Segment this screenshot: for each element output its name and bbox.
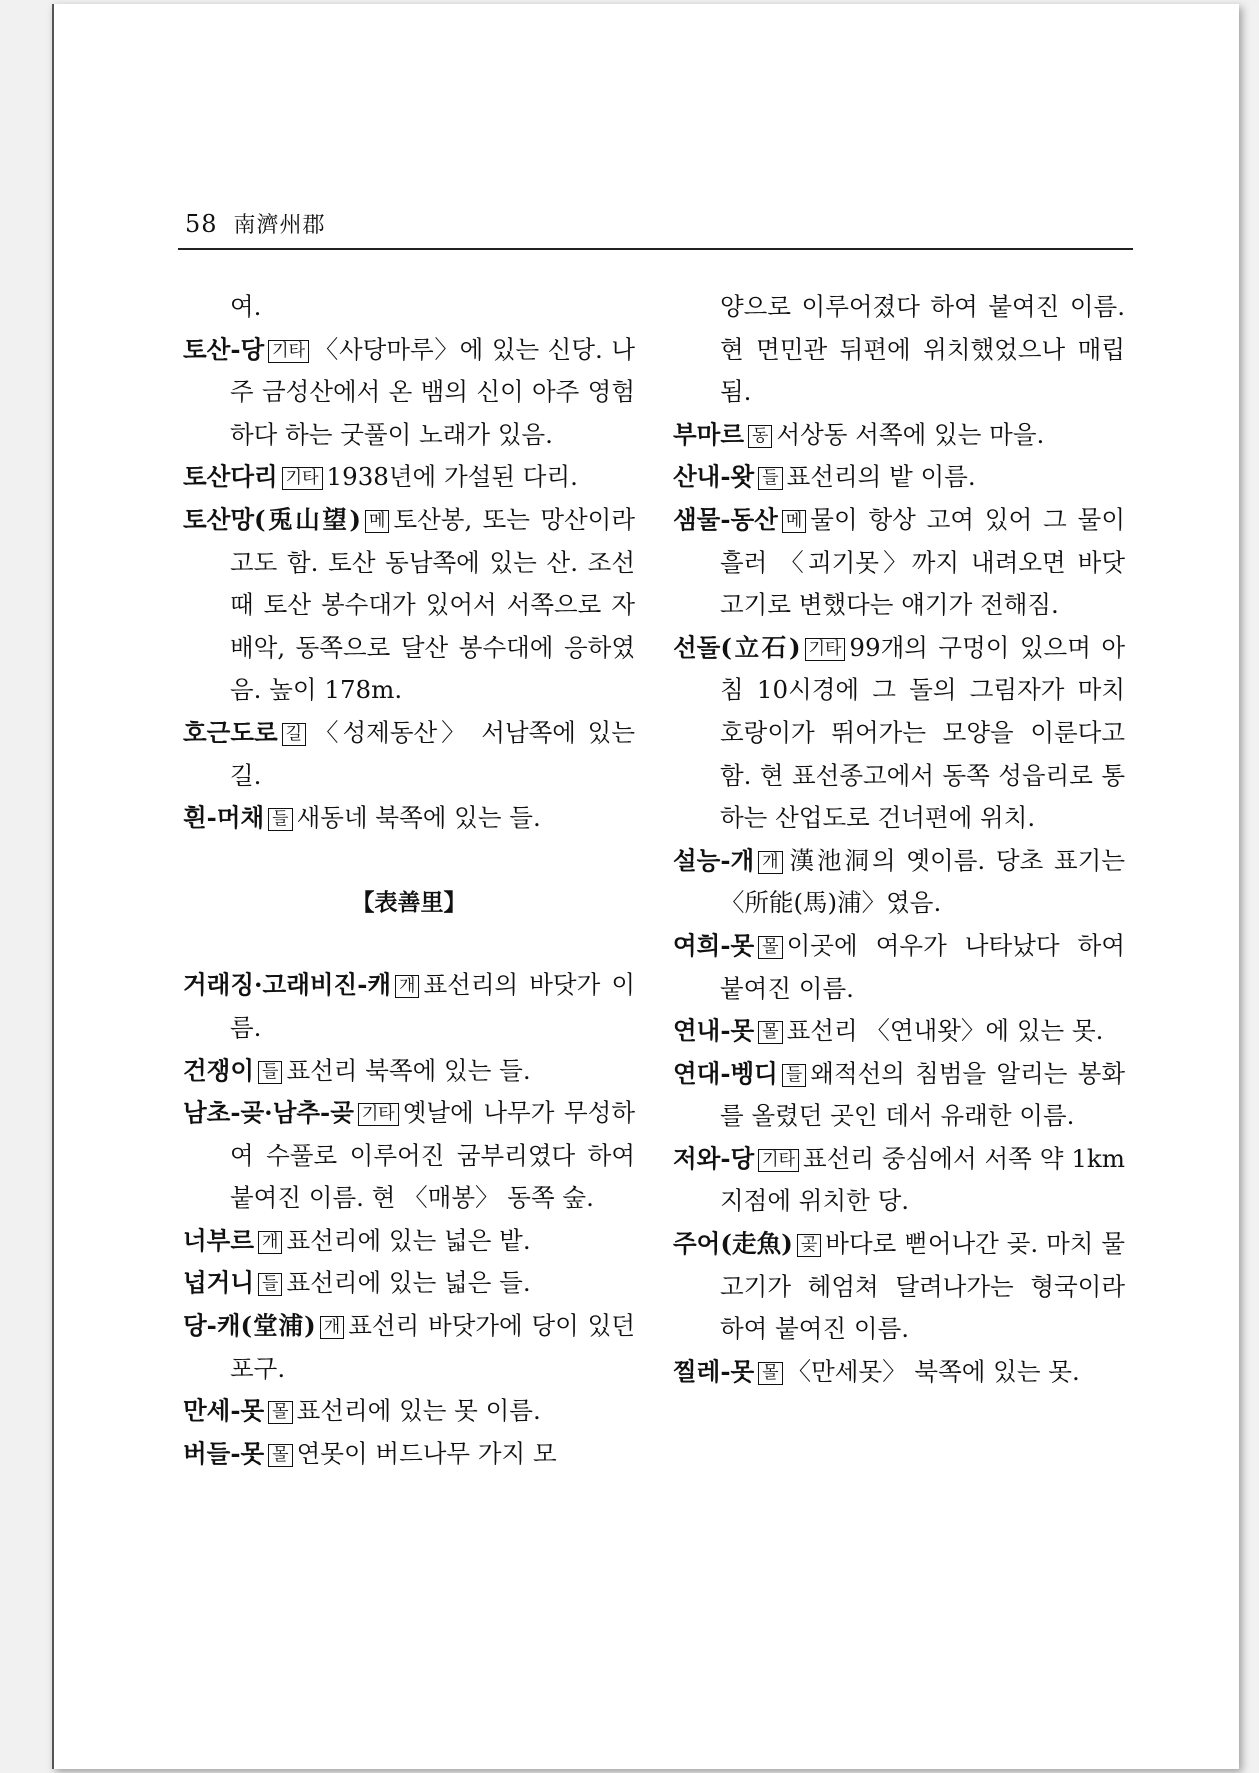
glossary-entry	[183, 964, 635, 1049]
entry-term: 찔레-못	[673, 1356, 755, 1386]
glossary-entry	[183, 1220, 635, 1263]
entry-term: 여희-못	[673, 930, 755, 960]
category-tag: 길	[282, 723, 306, 746]
entry-text: 표선리의 밭 이름.	[786, 462, 976, 492]
entry-text: 〈성제동산〉 서남쪽에 있는 길.	[230, 717, 635, 790]
glossary-entry	[673, 1351, 1125, 1394]
glossary-entry	[183, 1050, 635, 1093]
entry-term: 건쟁이	[183, 1055, 255, 1085]
category-tag: 개	[758, 851, 782, 874]
glossary-entry	[183, 1092, 635, 1220]
running-header	[185, 208, 326, 239]
right-column	[673, 286, 1125, 1393]
category-tag: 기타	[282, 467, 323, 490]
entry-text: 물이 항상 고여 있어 그 물이 흘러 〈괴기못〉까지 내려오면 바닷 고기로 변했다는 얘기가 전해짐.	[720, 504, 1125, 620]
entry-text: 서상동 서쪽에 있는 마을.	[776, 419, 1045, 449]
glossary-entry	[183, 499, 635, 712]
category-tag: 들	[258, 1273, 282, 1296]
entry-text: 이곳에 여우가 나타났다 하여 붙여진 이름.	[720, 930, 1125, 1003]
glossary-entry	[673, 840, 1125, 925]
category-tag: 개	[258, 1231, 282, 1254]
glossary-entry	[183, 1262, 635, 1305]
entry-term: 산내-왓	[673, 462, 755, 492]
entry-term: 남초-곶·남추-곶	[183, 1098, 354, 1128]
entry-text: 표선리 중심에서 서쪽 약 1km 지점에 위치한 당.	[720, 1143, 1125, 1216]
entry-text: 여.	[230, 292, 262, 321]
glossary-entry	[673, 1223, 1125, 1351]
category-tag: 몰	[758, 1021, 782, 1044]
entry-text: 〈만세못〉 북쪽에 있는 못.	[786, 1356, 1080, 1386]
entry-text: 1938년에 가설된 다리.	[326, 462, 578, 492]
entry-term: 버들-못	[183, 1438, 265, 1468]
entry-text: 표선리 〈연내왓〉에 있는 못.	[786, 1016, 1104, 1046]
glossary-entry	[183, 329, 635, 457]
entry-term: 연대-벵디	[673, 1058, 778, 1088]
entry-text: 표선리 바닷가에 당이 있던 포구.	[230, 1311, 636, 1383]
entry-term: 토산다리	[183, 462, 278, 492]
entry-text: 99개의 구멍이 있으며 아침 10시경에 그 돌의 그림자가 마치 호랑이가 뛰어가는 모양을 이룬다고 함. 현 표선종고에서 동쪽 성읍리로 통하는 산업도로 건너편에 위치.	[720, 632, 1125, 833]
page-number: 58	[185, 210, 218, 238]
entry-term: 호근도로	[183, 717, 278, 747]
entry-text: 토산봉, 또는 망산이라고도 함. 토산 동남쪽에 있는 산. 조선 때 토산 봉수대가 있어서 서쪽으로 자배악, 동쪽으로 달산 봉수대에 응하였음. 높이 178m.	[230, 504, 636, 705]
glossary-entry	[673, 925, 1125, 1010]
entry-text: 새동네 북쪽에 있는 들.	[296, 803, 541, 833]
entry-text: 옛날에 나무가 무성하여 수풀로 이루어진 굼부리였다 하여 붙여진 이름. 현 〈매봉〉 동쪽 숲.	[230, 1098, 635, 1213]
entry-term: 선돌(立石)	[673, 632, 801, 662]
glossary-entry	[183, 1433, 635, 1476]
glossary-entry	[673, 456, 1125, 499]
entry-text: 표선리에 있는 못 이름.	[296, 1396, 541, 1426]
category-tag: 메	[365, 510, 389, 533]
entry-term: 거래징·고래비진-캐	[183, 970, 392, 1000]
glossary-entry	[673, 499, 1125, 627]
entry-text: 왜적선의 침범을 알리는 봉화를 올렸던 곳인 데서 유래한 이름.	[720, 1058, 1125, 1131]
entry-term: 토산망(兎山望)	[183, 504, 362, 534]
glossary-entry	[673, 1010, 1125, 1053]
entry-term: 주어(走魚)	[673, 1229, 793, 1259]
glossary-entry	[183, 797, 635, 840]
category-tag: 곶	[797, 1234, 821, 1257]
glossary-entry	[183, 1390, 635, 1433]
entry-term: 부마르	[673, 419, 745, 449]
category-tag: 개	[320, 1316, 344, 1339]
category-tag: 몰	[268, 1401, 292, 1424]
entry-text: 漢池洞의 옛이름. 당초 표기는 〈所能(馬)浦〉였음.	[720, 845, 1125, 918]
entry-term: 저와-당	[673, 1143, 755, 1173]
entry-term: 너부르	[183, 1225, 255, 1255]
entry-continuation	[183, 286, 635, 329]
category-tag: 들	[782, 1064, 806, 1087]
header-rule	[178, 248, 1133, 250]
category-tag: 들	[268, 808, 292, 831]
category-tag: 기타	[805, 638, 846, 661]
entry-text: 표선리의 바닷가 이름.	[230, 970, 635, 1042]
category-tag: 개	[395, 975, 419, 998]
entry-continuation	[673, 286, 1125, 414]
category-tag: 몰	[268, 1444, 292, 1467]
entry-term: 샘물-동산	[673, 504, 778, 534]
category-tag: 기타	[358, 1103, 399, 1126]
category-tag: 몰	[758, 936, 782, 959]
entry-term: 토산-당	[183, 334, 265, 364]
entry-term: 흰-머채	[183, 803, 265, 833]
glossary-entry	[673, 627, 1125, 840]
category-tag: 들	[258, 1061, 282, 1084]
glossary-entry	[673, 1138, 1125, 1223]
category-tag: 기타	[268, 340, 309, 363]
entry-text: 양으로 이루어졌다 하여 붙여진 이름. 현 면민관 뒤편에 위치했었으나 매립됨.	[720, 292, 1125, 407]
entry-text: 표선리에 있는 넓은 밭.	[286, 1225, 531, 1255]
glossary-entry	[673, 414, 1125, 457]
entry-text: 〈사당마루〉에 있는 신당. 나주 금성산에서 온 뱀의 신이 아주 영험하다 하는 굿풀이 노래가 있음.	[230, 334, 635, 449]
left-column	[183, 286, 635, 1475]
glossary-entry	[673, 1053, 1125, 1138]
entry-term: 넙거니	[183, 1268, 255, 1298]
category-tag: 들	[758, 467, 782, 490]
category-tag: 동	[748, 425, 772, 448]
entry-term: 만세-못	[183, 1396, 265, 1426]
category-tag: 기타	[758, 1149, 799, 1172]
section-title: 【表善里】	[351, 888, 467, 916]
entry-term: 당-캐(堂浦)	[183, 1311, 316, 1341]
glossary-entry	[183, 456, 635, 499]
glossary-entry	[183, 712, 635, 797]
glossary-entry	[183, 1305, 635, 1390]
book-title: 南濟州郡	[233, 213, 326, 238]
entry-text: 연못이 버드나무 가지 모	[296, 1438, 557, 1468]
entry-text: 표선리 북쪽에 있는 들.	[286, 1055, 531, 1085]
entry-term: 설능-개	[673, 845, 755, 875]
category-tag: 몰	[758, 1362, 782, 1385]
entry-text: 표선리에 있는 넓은 들.	[286, 1268, 531, 1298]
entry-text: 바다로 뻗어나간 곶. 마치 물고기가 헤엄쳐 달려나가는 형국이라 하여 붙여진 이름.	[720, 1229, 1125, 1344]
category-tag: 메	[782, 510, 806, 533]
entry-term: 연내-못	[673, 1016, 755, 1046]
